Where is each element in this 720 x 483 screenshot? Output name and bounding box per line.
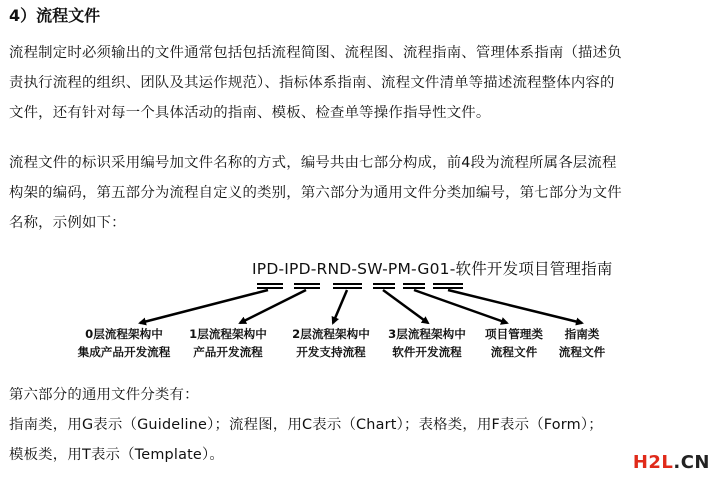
category-line1: 指南类 <box>564 327 600 341</box>
paragraph-line: 责执行流程的组织、团队及其运作规范）、指标体系指南、流程文件清单等描述流程整体内容的 <box>9 75 615 91</box>
watermark-part1: H2L <box>632 452 674 473</box>
paragraph-line: 名称，示例如下： <box>9 215 126 231</box>
category-guide <box>528 325 636 361</box>
category-line1: 项目管理类 <box>485 327 543 341</box>
paragraph-line: 流程制定时必须输出的文件通常包括包括流程简图、流程图、流程指南、管理体系指南（描述负 <box>9 45 622 61</box>
arrow-5 <box>448 290 582 323</box>
paragraph-line: 指南类，用G表示（Guideline）；流程图，用C表示（Chart）；表格类，用F表示（Form）； <box>9 417 603 433</box>
paragraph-line: 流程文件的标识采用编号加文件名称的方式，编号共由七部分构成，前4段为流程所属各层流程 <box>9 155 617 171</box>
category-level1 <box>174 325 282 361</box>
watermark-logo <box>633 452 710 473</box>
category-line1: 2层流程架构中 <box>292 327 370 341</box>
paragraph-line: 文件，还有针对每一个具体活动的指南、模板、检查单等操作指导性文件。 <box>9 105 491 121</box>
category-line1: 1层流程架构中 <box>189 327 267 341</box>
example-code: IPD-IPD-RND-SW-PM-G01-软件开发项目管理指南 <box>252 260 613 278</box>
category-line2: 软件开发流程 <box>392 345 462 359</box>
category-line2: 产品开发流程 <box>193 345 263 359</box>
category-line2: 开发支持流程 <box>296 345 366 359</box>
paragraph-line: 第六部分的通用文件分类有： <box>9 387 199 403</box>
watermark-part2: .CN <box>673 452 710 473</box>
arrow-2 <box>333 290 347 323</box>
category-line2: 集成产品开发流程 <box>77 345 171 359</box>
paragraph-categories <box>9 380 715 470</box>
category-line2: 流程文件 <box>558 345 606 359</box>
category-level0 <box>70 325 178 361</box>
category-line2: 流程文件 <box>490 345 538 359</box>
arrow-4 <box>414 290 507 323</box>
paragraph-line: 构架的编码，第五部分为流程自定义的类别，第六部分为通用文件分类加编号，第七部分为文件 <box>9 185 622 201</box>
segment-underlines <box>257 284 463 288</box>
category-line1: 3层流程架构中 <box>388 327 466 341</box>
category-level2 <box>277 325 385 361</box>
paragraph-line: 模板类，用T表示（Template）。 <box>9 447 224 463</box>
category-line1: 0层流程架构中 <box>85 327 163 341</box>
segment-arrows <box>140 290 582 323</box>
arrow-3 <box>383 290 428 323</box>
section-heading: 4）流程文件 <box>9 6 101 25</box>
